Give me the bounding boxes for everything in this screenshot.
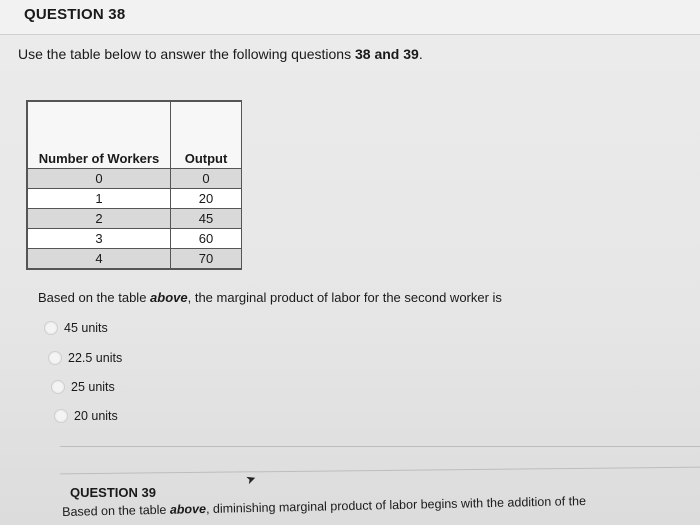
option-label: 45 units [64,321,108,335]
header-workers: Number of Workers [28,102,171,169]
q39-text-emphasis: above [169,501,207,517]
question-header [0,0,700,35]
table-row [28,249,242,269]
q39-text-start: Based on the table [62,502,171,519]
cell-workers: 0 [28,169,171,189]
question-title: QUESTION 38 [24,6,126,23]
instructions-end: . [418,46,423,62]
data-table-container [26,100,242,270]
prompt-text: Based on the table [38,290,151,305]
q39-text-end: , diminishing marginal product of labor begins with the addition of the [205,494,587,516]
table-row [28,189,242,209]
table-row [28,169,242,189]
cell-output: 60 [171,229,242,249]
cell-output: 70 [171,249,242,269]
header-output: Output [171,102,242,169]
table-row [28,209,242,229]
divider [60,446,700,447]
option-label: 22.5 units [68,351,123,365]
answer-option-4[interactable] [54,409,118,423]
answer-option-2[interactable] [48,351,122,365]
cell-output: 20 [171,189,242,209]
cell-workers: 4 [28,249,171,269]
cell-workers: 1 [28,189,171,209]
divider [60,467,700,475]
instructions [18,46,423,62]
table-header-row [28,102,242,169]
table-row [28,229,242,249]
next-question-title: QUESTION 39 [70,485,156,500]
mouse-cursor-icon: ➤ [243,470,259,488]
cell-workers: 3 [28,229,171,249]
answer-option-1[interactable] [44,321,108,335]
answer-option-3[interactable] [51,380,115,394]
radio-button[interactable] [54,409,68,423]
prompt-emphasis: above [150,290,188,305]
cell-output: 45 [171,209,242,229]
radio-button[interactable] [48,351,62,365]
option-label: 25 units [71,380,115,394]
data-table [27,101,242,269]
question-prompt [38,290,502,305]
radio-button[interactable] [51,380,65,394]
instructions-text: Use the table below to answer the following questions [18,46,355,62]
cell-workers: 2 [28,209,171,229]
option-label: 20 units [74,409,118,423]
prompt-text-end: , the marginal product of labor for the second worker is [187,290,502,305]
instructions-bold: 38 and 39 [354,46,419,62]
radio-button[interactable] [44,321,58,335]
cell-output: 0 [171,169,242,189]
